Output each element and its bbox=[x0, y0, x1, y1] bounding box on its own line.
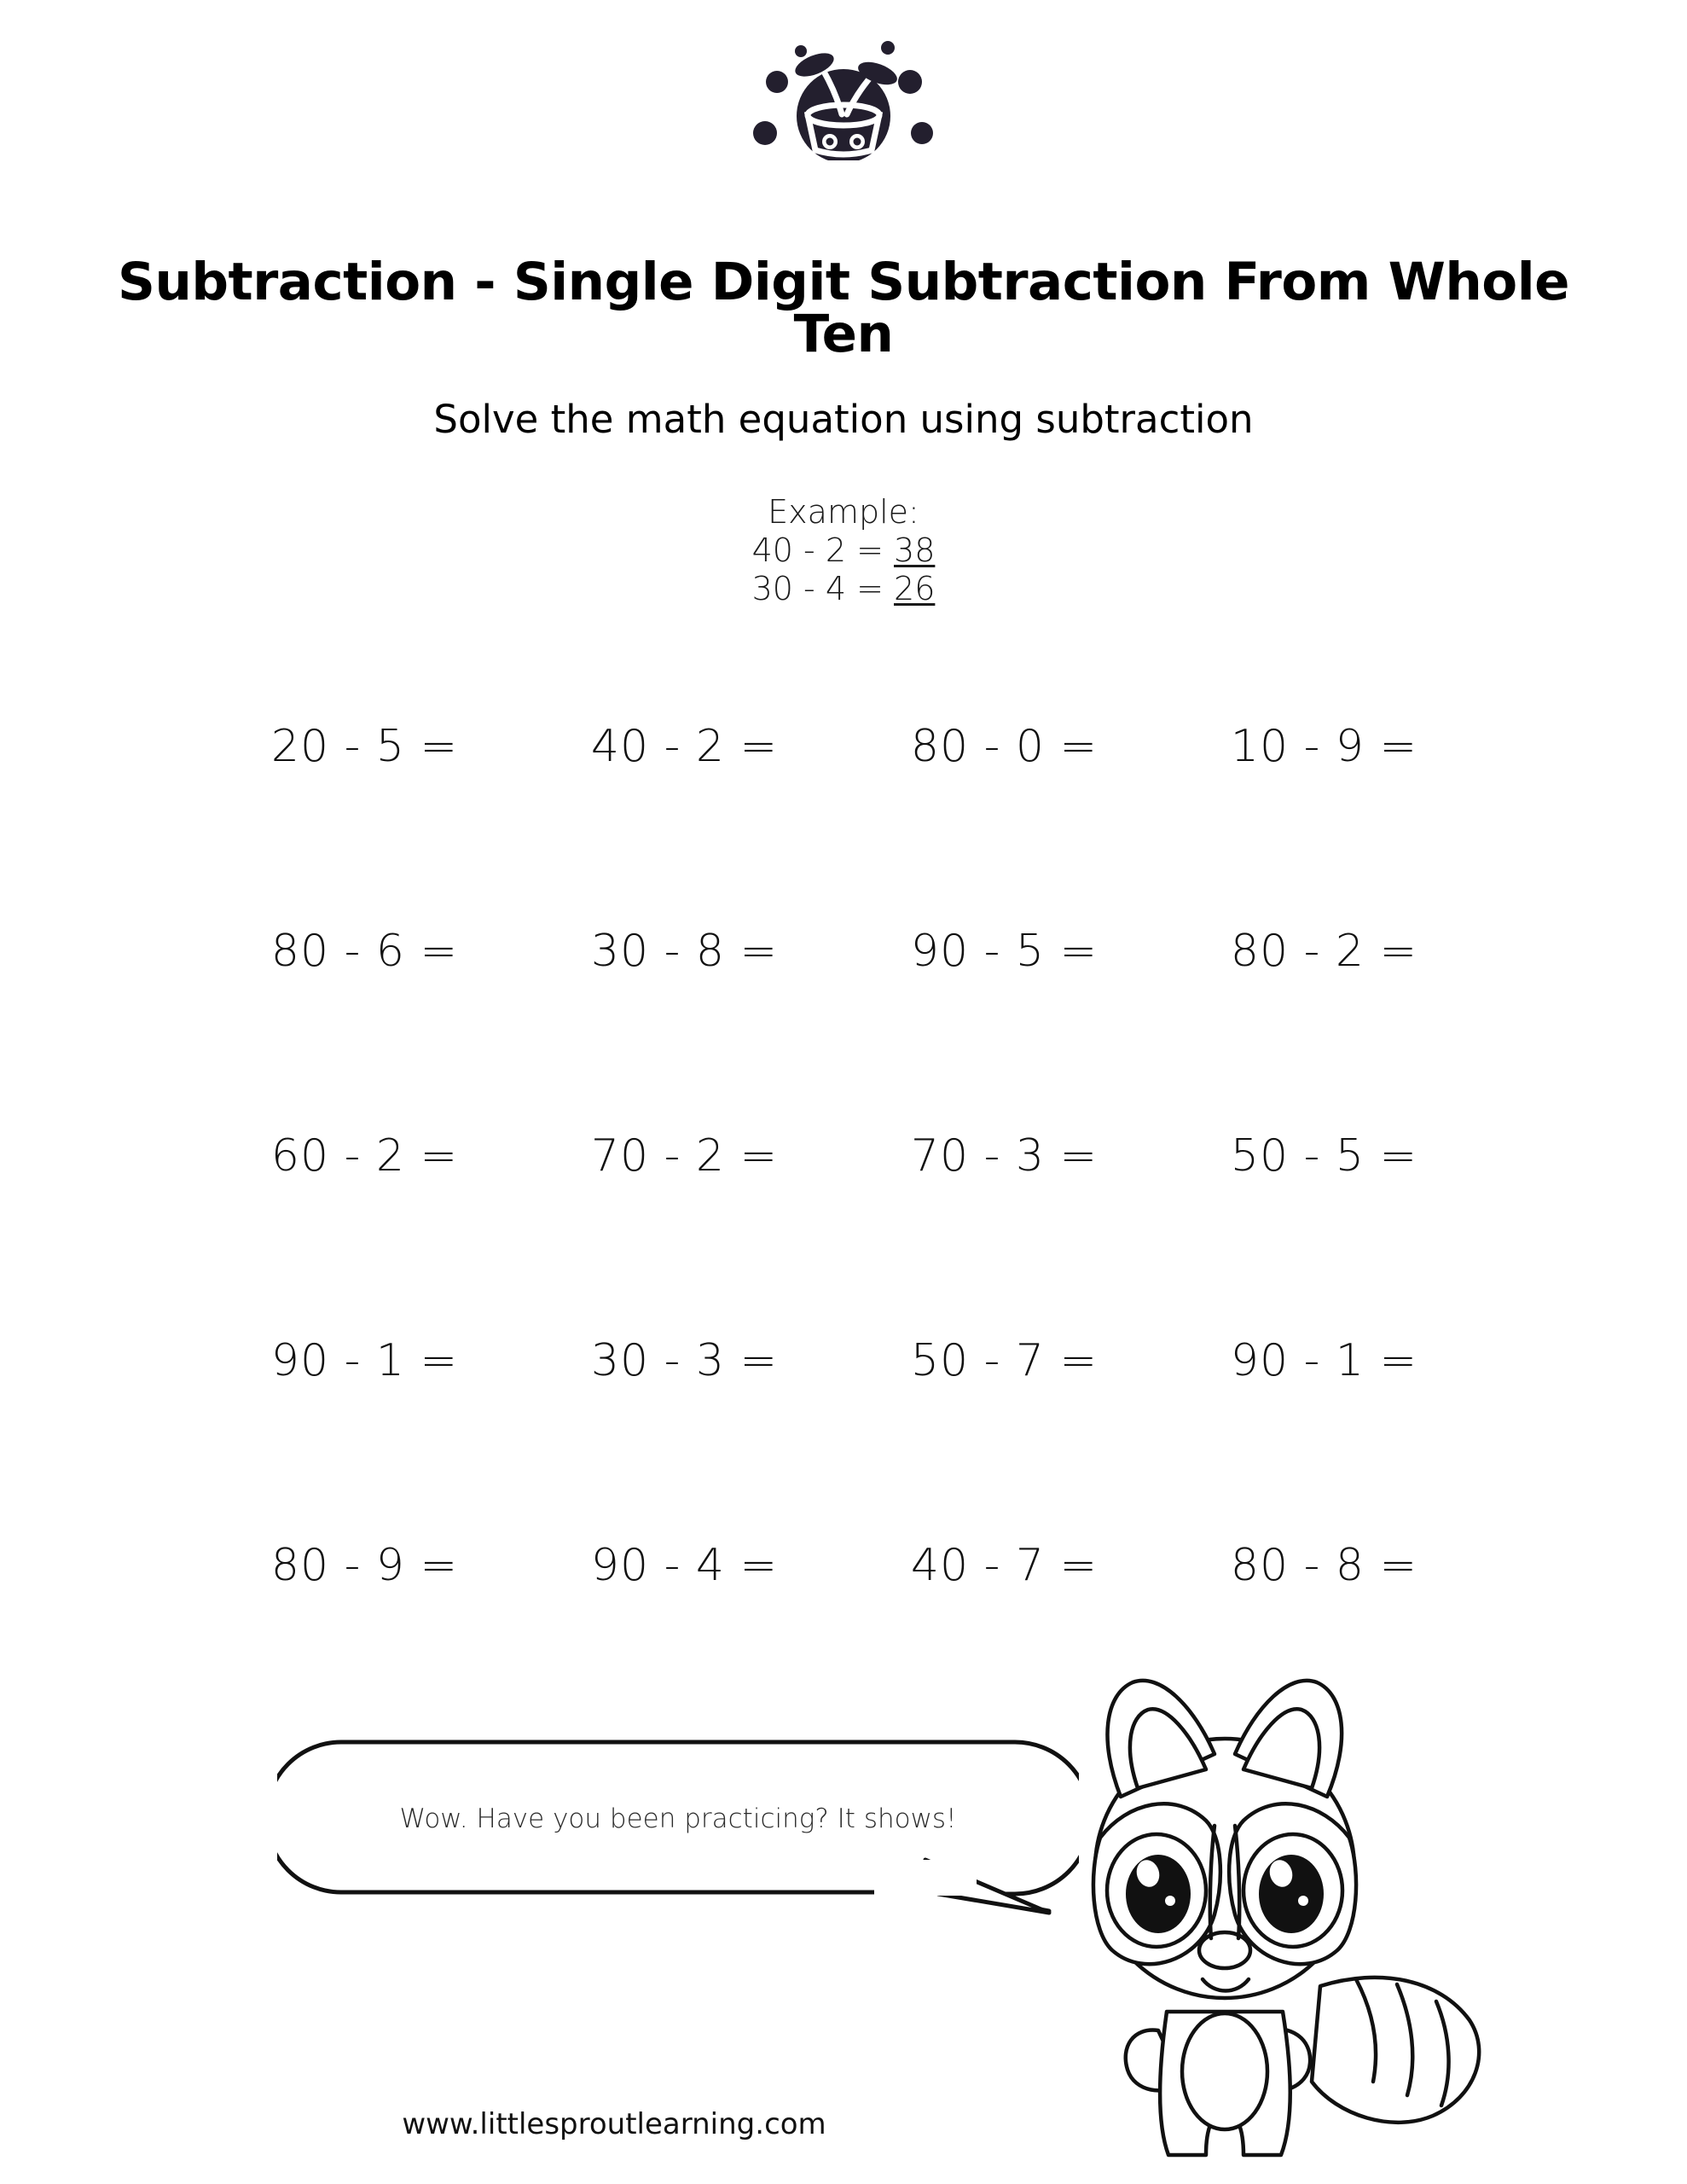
speech-bubble bbox=[277, 1732, 1079, 1962]
problem-item[interactable]: 90 - 1 = bbox=[1230, 1335, 1418, 1386]
problem-item[interactable]: 90 - 5 = bbox=[910, 926, 1099, 977]
sprout-logo-icon bbox=[741, 32, 946, 160]
problem-item[interactable]: 60 - 2 = bbox=[270, 1130, 459, 1182]
raccoon-icon bbox=[1039, 1645, 1516, 2174]
problem-item[interactable]: 30 - 3 = bbox=[590, 1335, 779, 1386]
problem-item[interactable]: 30 - 8 = bbox=[590, 926, 779, 977]
problem-grid bbox=[205, 721, 1484, 1745]
problem-item[interactable]: 20 - 5 = bbox=[270, 721, 459, 772]
problem-item[interactable]: 90 - 1 = bbox=[270, 1335, 459, 1386]
sprout-logo bbox=[741, 32, 946, 160]
problem-item[interactable]: 80 - 9 = bbox=[270, 1540, 459, 1591]
example-expression: 30 - 4 = bbox=[751, 569, 895, 607]
problem-item[interactable]: 80 - 0 = bbox=[910, 721, 1099, 772]
problem-item[interactable]: 80 - 8 = bbox=[1230, 1540, 1418, 1591]
problem-item[interactable]: 80 - 6 = bbox=[270, 926, 459, 977]
example-block bbox=[0, 493, 1687, 607]
problem-item[interactable]: 70 - 2 = bbox=[590, 1130, 779, 1182]
problem-item[interactable]: 50 - 7 = bbox=[910, 1335, 1099, 1386]
example-line bbox=[0, 531, 1687, 570]
problem-item[interactable]: 40 - 7 = bbox=[910, 1540, 1099, 1591]
page-subtitle: Solve the math equation using subtraction bbox=[433, 397, 1254, 442]
page-title: Subtraction - Single Digit Subtraction From Whole Ten bbox=[118, 252, 1569, 364]
speech-bubble-text: Wow. Have you been practicing? It shows! bbox=[399, 1804, 957, 1834]
raccoon-mascot bbox=[1039, 1645, 1516, 2174]
example-answer: 38 bbox=[894, 531, 936, 569]
problem-item[interactable]: 80 - 2 = bbox=[1230, 926, 1418, 977]
footer-url[interactable]: www.littlesproutlearning.com bbox=[402, 2107, 826, 2141]
example-label: Example: bbox=[768, 493, 919, 531]
problem-item[interactable]: 90 - 4 = bbox=[590, 1540, 779, 1591]
problem-item[interactable]: 40 - 2 = bbox=[590, 721, 779, 772]
speech-bubble-shape bbox=[277, 1732, 1079, 1962]
example-expression: 40 - 2 = bbox=[751, 531, 895, 569]
problem-item[interactable]: 70 - 3 = bbox=[910, 1130, 1099, 1182]
problem-item[interactable]: 50 - 5 = bbox=[1230, 1130, 1418, 1182]
problem-item[interactable]: 10 - 9 = bbox=[1230, 721, 1418, 772]
example-line bbox=[0, 570, 1687, 608]
example-answer: 26 bbox=[894, 569, 936, 607]
